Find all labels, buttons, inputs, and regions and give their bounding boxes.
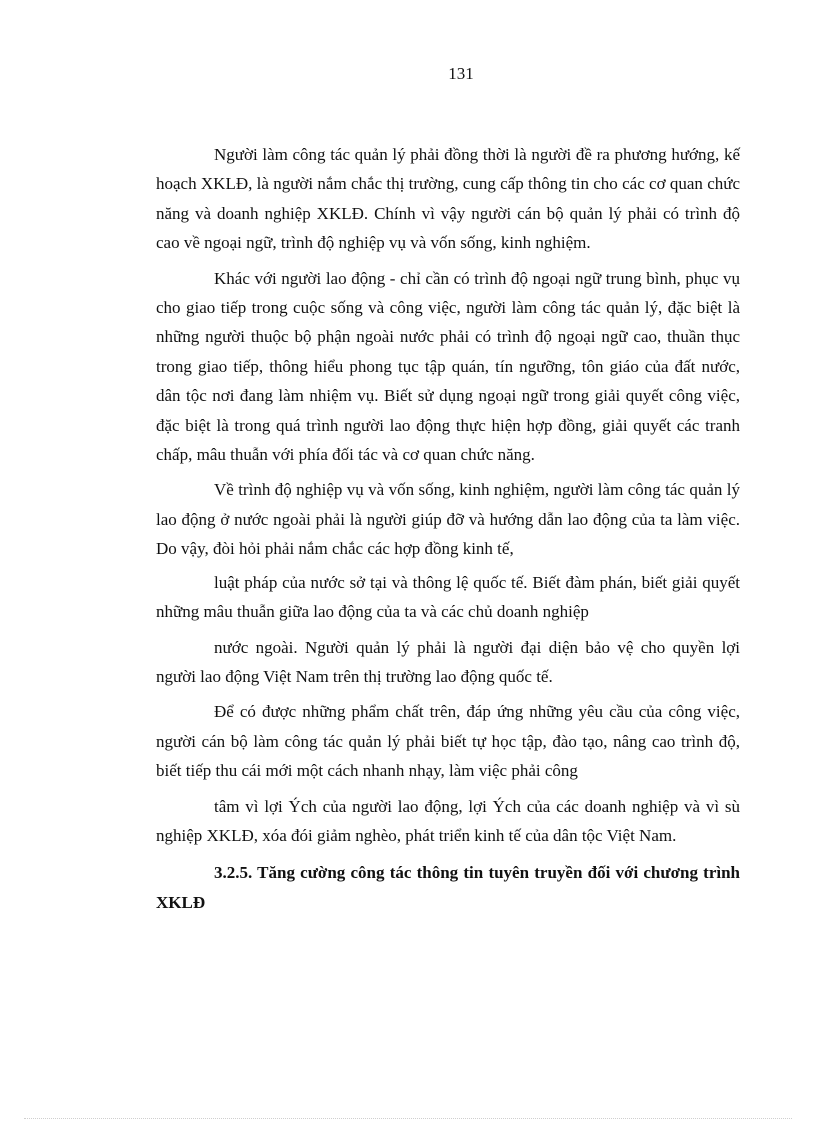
paragraph-dedication: tâm vì lợi Ých của người lao động, lợi Ých của các doanh nghiệp và vì sù nghiệp XKLĐ, xóa đói giảm nghèo, phát triển kinh tế của dân tộc Việt Nam. xyxy=(156,796,740,845)
body-text xyxy=(156,140,740,917)
paragraph-professional-skills: Về trình độ nghiệp vụ và vốn sống, kinh nghiệm, người làm công tác quản lý lao động ở nước ngoài phải là người giúp đỡ và hướng dẫn lao động của ta làm việc. Do vậy, đòi hỏi phải nắm chắc các hợp đồng kinh tế, xyxy=(156,480,740,559)
section-heading: 3.2.5. Tăng cường công tác thông tin tuyên truyền đối với chương trình XKLĐ xyxy=(156,863,740,912)
page-bottom-divider xyxy=(24,1118,792,1119)
paragraph-foreign-language: Khác với người lao động - chỉ cần có trình độ ngoại ngữ trung bình, phục vụ cho giao tiếp trong cuộc sống và công việc, người làm công tác quản lý, đặc biệt là những người thuộc bộ phận ngoài nước phải có trình độ ngoại ngữ cao, thuần thục trong giao tiếp, thông hiểu phong tục tập quán, tín ngưỡng, tôn giáo của đất nước, dân tộc nơi đang làm nhiệm vụ. Biết sử dụng ngoại ngữ trong giải quyết công việc, đặc biệt là trong quá trình người lao động thực hiện hợp đồng, giải quyết các tranh chấp, mâu thuẫn với phía đối tác và cơ quan chức năng. xyxy=(156,268,740,465)
page-number: 131 xyxy=(448,64,474,83)
paragraph-representation: nước ngoài. Người quản lý phải là người đại diện bảo vệ cho quyền lợi người lao động Việt Nam trên thị trường lao động quốc tế. xyxy=(156,637,740,686)
paragraph-qualities: Để có được những phẩm chất trên, đáp ứng những yêu cầu của công việc, người cán bộ làm công tác quản lý phải biết tự học tập, đào tạo, nâng cao trình độ, biết tiếp thu cái mới một cách nhanh nhạy, làm việc phải công xyxy=(156,702,740,781)
paragraph-manager-role: Người làm công tác quản lý phải đồng thời là người đề ra phương hướng, kế hoạch XKLĐ, là người nắm chắc thị trường, cung cấp thông tin cho các cơ quan chức năng và doanh nghiệp XKLĐ. Chính vì vậy người cán bộ quản lý phải có trình độ cao về ngoại ngữ, trình độ nghiệp vụ và vốn sống, kinh nghiệm. xyxy=(156,145,740,253)
paragraph-law-negotiation: luật pháp của nước sở tại và thông lệ quốc tế. Biết đàm phán, biết giải quyết những mâu thuẫn giữa lao động của ta và các chủ doanh nghiệp xyxy=(156,572,740,622)
